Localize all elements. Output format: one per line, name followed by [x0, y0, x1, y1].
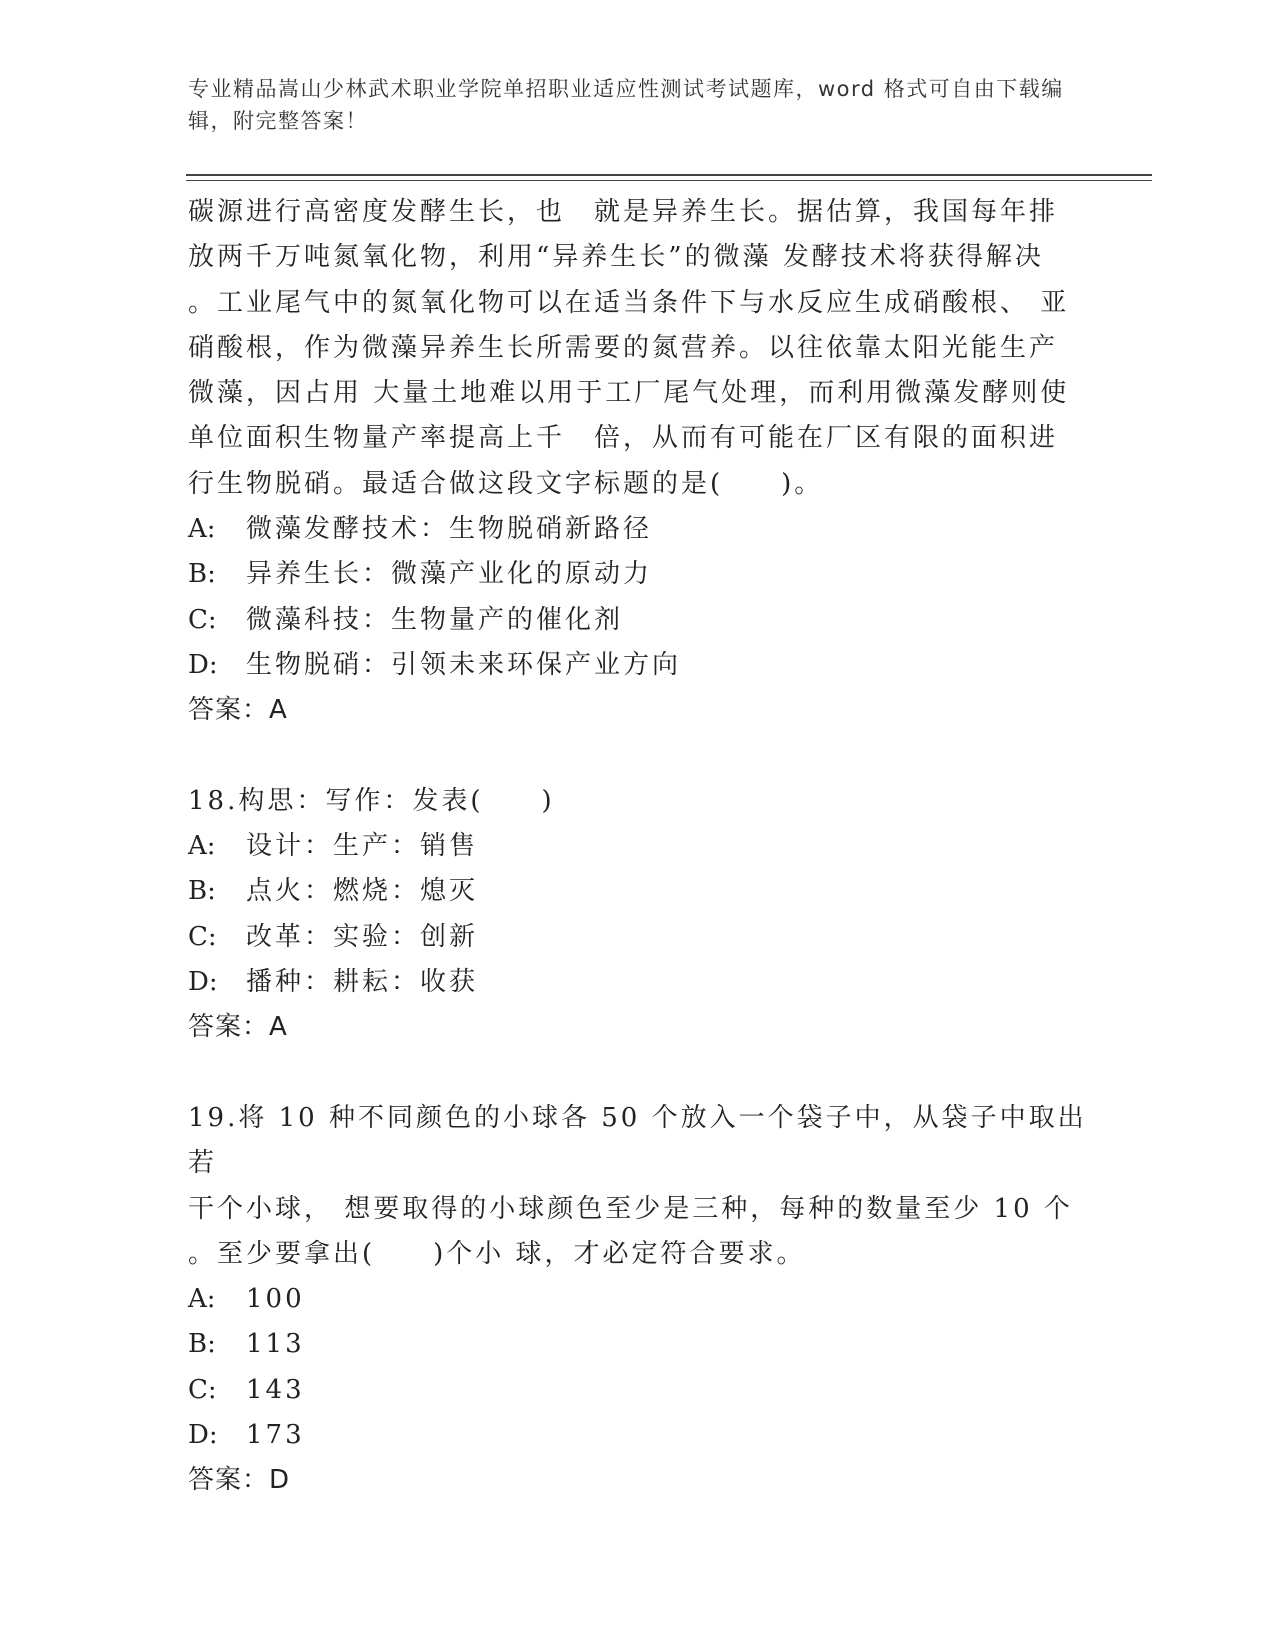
header-rule-thin — [186, 180, 1152, 181]
option-letter: B: — [188, 1329, 216, 1360]
option-letter: A: — [188, 1284, 216, 1315]
question-17-line-7: 行生物脱硝。最适合做这段文字标题的是( )。 — [188, 468, 824, 499]
question-19-option-a — [188, 1277, 1088, 1322]
question-19 — [188, 1096, 1088, 1504]
question-19-line-3: 。至少要拿出( )个小 球，才必定符合要求。 — [188, 1238, 806, 1269]
option-text: 异养生长：微藻产业化的原动力 — [246, 559, 653, 590]
spacer — [188, 734, 1088, 779]
question-19-line-2: 干个小球， 想要取得的小球颜色至少是三种，每种的数量至少 10 个 — [188, 1193, 1073, 1224]
option-letter: C: — [188, 604, 217, 635]
option-text: 生物脱硝：引领未来环保产业方向 — [246, 649, 682, 680]
question-18 — [188, 779, 1088, 1051]
option-letter: D: — [188, 1420, 218, 1451]
option-letter: D: — [188, 649, 218, 680]
question-18-answer: 答案：A — [188, 1012, 288, 1043]
document-header: 专业精品嵩山少林武术职业学院单招职业适应性测试考试题库，word 格式可自由下载编辑，附完整答案！ — [188, 77, 1064, 133]
question-18-option-d — [188, 960, 1088, 1005]
question-17-option-a — [188, 507, 1088, 552]
question-17-line-3: 。工业尾气中的氮氧化物可以在适当条件下与水反应生成硝酸根、 亚 — [188, 287, 1070, 318]
option-letter: C: — [188, 1374, 217, 1405]
option-text: 100 — [246, 1284, 305, 1315]
spacer — [188, 1051, 1088, 1096]
option-text: 改革：实验：创新 — [246, 921, 479, 952]
question-17-option-b — [188, 552, 1088, 597]
question-17-line-2: 放两千万吨氮氧化物，利用“异养生长”的微藻 发酵技术将获得解决 — [188, 242, 1044, 273]
question-18-option-a — [188, 824, 1088, 869]
question-17-option-d — [188, 643, 1088, 688]
header-rule-thick — [186, 174, 1152, 176]
question-17-line-6: 单位面积生物量产率提高上千 倍，从而有可能在厂区有限的面积进 — [188, 423, 1059, 454]
option-text: 设计：生产：销售 — [246, 831, 479, 862]
question-19-answer: 答案：D — [188, 1465, 291, 1496]
option-letter: C: — [188, 921, 217, 952]
question-18-option-c — [188, 915, 1088, 960]
option-text: 173 — [246, 1420, 305, 1451]
document-body — [188, 190, 1088, 1504]
question-17-line-4: 硝酸根，作为微藻异养生长所需要的氮营养。以往依靠太阳光能生产 — [188, 332, 1059, 363]
question-18-stem: 18.构思：写作：发表( ) — [188, 785, 555, 816]
option-letter: B: — [188, 559, 216, 590]
question-17-answer: 答案：A — [188, 695, 288, 726]
question-17-option-c — [188, 598, 1088, 643]
option-text: 播种：耕耘：收获 — [246, 967, 479, 998]
option-text: 点火：燃烧：熄灭 — [246, 876, 479, 907]
question-19-option-b — [188, 1322, 1088, 1367]
option-text: 微藻发酵技术：生物脱硝新路径 — [246, 514, 653, 545]
option-letter: D: — [188, 967, 218, 998]
question-17 — [188, 190, 1088, 734]
question-18-option-b — [188, 869, 1088, 914]
option-letter: A: — [188, 831, 216, 862]
option-letter: B: — [188, 876, 216, 907]
question-19-line-1: 19.将 10 种不同颜色的小球各 50 个放入一个袋子中，从袋子中取出若 — [188, 1102, 1087, 1179]
question-19-option-c — [188, 1368, 1088, 1413]
option-text: 113 — [246, 1329, 305, 1360]
question-17-line-5: 微藻，因占用 大量土地难以用于工厂尾气处理，而利用微藻发酵则使 — [188, 378, 1070, 409]
option-text: 微藻科技：生物量产的催化剂 — [246, 604, 624, 635]
question-17-line-1: 碳源进行高密度发酵生长，也 就是异养生长。据估算，我国每年排 — [188, 197, 1059, 227]
question-19-option-d — [188, 1413, 1088, 1458]
option-letter: A: — [188, 514, 216, 545]
option-text: 143 — [246, 1374, 305, 1405]
